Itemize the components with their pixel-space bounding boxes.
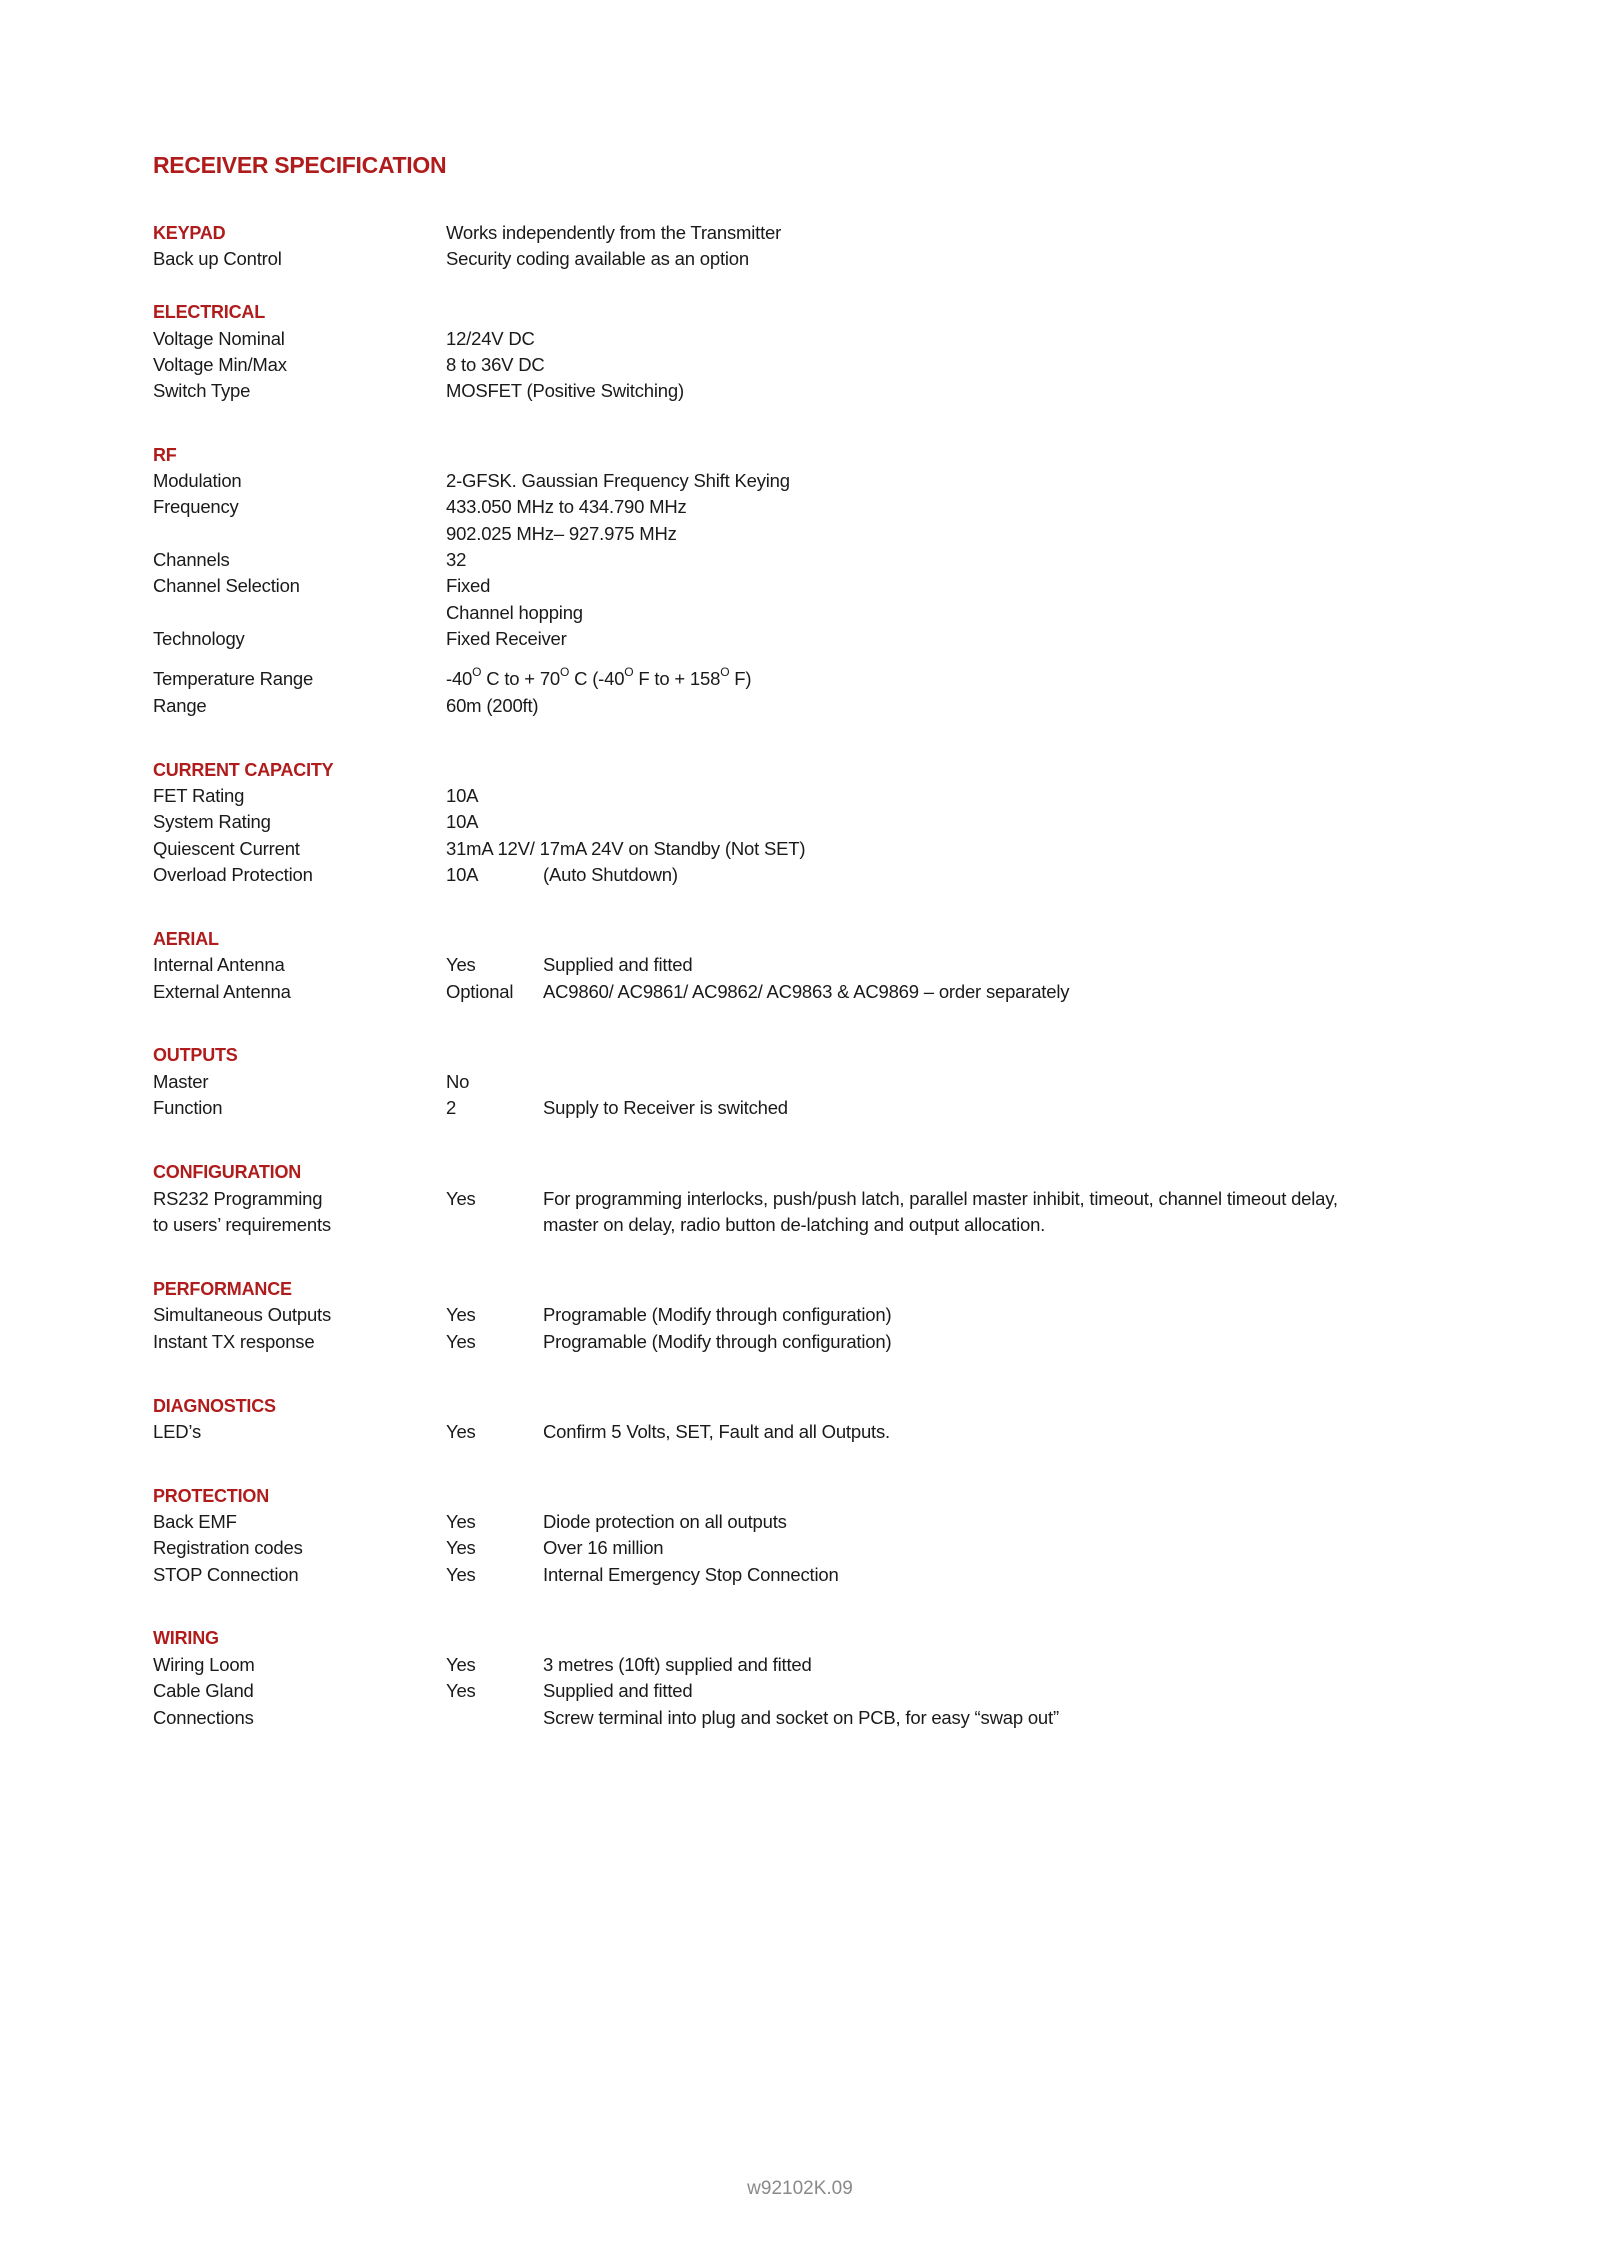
spec-note: Supplied and fitted bbox=[543, 954, 693, 975]
spec-value: Fixed Receiver bbox=[446, 628, 567, 649]
spec-value: Yes bbox=[446, 1511, 476, 1532]
spec-note: Programable (Modify through configuration) bbox=[543, 1304, 892, 1325]
spec-label: Back up Control bbox=[153, 248, 282, 269]
spec-label: Voltage Min/Max bbox=[153, 354, 287, 375]
spec-label: Wiring Loom bbox=[153, 1654, 255, 1675]
spec-value: Optional bbox=[446, 981, 514, 1002]
spec-note: Internal Emergency Stop Connection bbox=[543, 1564, 839, 1585]
spec-note: Supply to Receiver is switched bbox=[543, 1097, 788, 1118]
spec-value: Fixed bbox=[446, 575, 491, 596]
spec-label: Cable Gland bbox=[153, 1680, 254, 1701]
spec-label: Registration codes bbox=[153, 1537, 303, 1558]
spec-note: For programming interlocks, push/push latch, parallel master inhibit, timeout, channel timeout delay, bbox=[543, 1188, 1338, 1209]
spec-value: Yes bbox=[446, 1421, 476, 1442]
spec-label: Overload Protection bbox=[153, 864, 313, 885]
section-heading: AERIAL bbox=[153, 929, 219, 949]
spec-label: RS232 Programming bbox=[153, 1188, 323, 1209]
spec-label: Modulation bbox=[153, 470, 242, 491]
spec-label: Switch Type bbox=[153, 380, 251, 401]
spec-label: Technology bbox=[153, 628, 245, 649]
spec-value: 60m (200ft) bbox=[446, 695, 539, 716]
spec-label: Channels bbox=[153, 549, 230, 570]
spec-label: Frequency bbox=[153, 496, 239, 517]
section-heading: DIAGNOSTICS bbox=[153, 1396, 276, 1416]
spec-value: Yes bbox=[446, 1188, 476, 1209]
spec-label: External Antenna bbox=[153, 981, 291, 1002]
spec-value: Security coding available as an option bbox=[446, 248, 749, 269]
spec-value: 8 to 36V DC bbox=[446, 354, 545, 375]
spec-value: Yes bbox=[446, 1537, 476, 1558]
spec-value: 10A bbox=[446, 864, 479, 885]
section-heading: RF bbox=[153, 445, 177, 465]
spec-label: to users’ requirements bbox=[153, 1214, 331, 1235]
spec-value: Yes bbox=[446, 1304, 476, 1325]
spec-note: 3 metres (10ft) supplied and fitted bbox=[543, 1654, 812, 1675]
spec-label: LED’s bbox=[153, 1421, 202, 1442]
spec-value: Yes bbox=[446, 1564, 476, 1585]
degree-symbol: O bbox=[624, 665, 634, 679]
spec-note: (Auto Shutdown) bbox=[543, 864, 678, 885]
document-code-footer: w92102K.09 bbox=[747, 2178, 853, 2199]
spec-value: Yes bbox=[446, 1680, 476, 1701]
spec-value: 31mA 12V/ 17mA 24V on Standby (Not SET) bbox=[446, 838, 806, 859]
spec-label: System Rating bbox=[153, 811, 271, 832]
spec-note: Diode protection on all outputs bbox=[543, 1511, 787, 1532]
spec-value: 433.050 MHz to 434.790 MHz bbox=[446, 496, 687, 517]
section-heading: ELECTRICAL bbox=[153, 302, 265, 322]
spec-note: master on delay, radio button de-latching and output allocation. bbox=[543, 1214, 1046, 1235]
spec-value: 10A bbox=[446, 785, 479, 806]
spec-note: Screw terminal into plug and socket on PCB, for easy “swap out” bbox=[543, 1707, 1059, 1728]
spec-label: Range bbox=[153, 695, 207, 716]
spec-note: Programable (Modify through configuration) bbox=[543, 1331, 892, 1352]
section-heading: PERFORMANCE bbox=[153, 1279, 292, 1299]
section-heading: CURRENT CAPACITY bbox=[153, 760, 334, 780]
spec-label: Master bbox=[153, 1071, 209, 1092]
spec-label: Back EMF bbox=[153, 1511, 237, 1532]
section-heading: PROTECTION bbox=[153, 1486, 270, 1506]
spec-value: No bbox=[446, 1071, 470, 1092]
spec-label: FET Rating bbox=[153, 785, 245, 806]
degree-symbol: O bbox=[472, 665, 482, 679]
spec-value: 12/24V DC bbox=[446, 328, 535, 349]
degree-symbol: O bbox=[560, 665, 570, 679]
spec-value: 2 bbox=[446, 1097, 457, 1118]
degree-symbol: O bbox=[720, 665, 730, 679]
spec-label: Connections bbox=[153, 1707, 254, 1728]
spec-value: 2-GFSK. Gaussian Frequency Shift Keying bbox=[446, 470, 790, 491]
spec-value: 32 bbox=[446, 549, 467, 570]
page-title: RECEIVER SPECIFICATION bbox=[153, 152, 447, 178]
spec-value: MOSFET (Positive Switching) bbox=[446, 380, 684, 401]
spec-label: Voltage Nominal bbox=[153, 328, 285, 349]
spec-value: 10A bbox=[446, 811, 479, 832]
spec-value: Yes bbox=[446, 1654, 476, 1675]
spec-label: Channel Selection bbox=[153, 575, 300, 596]
section-heading: CONFIGURATION bbox=[153, 1162, 302, 1182]
spec-value: 902.025 MHz– 927.975 MHz bbox=[446, 523, 677, 544]
spec-note: AC9860/ AC9861/ AC9862/ AC9863 & AC9869 – order separately bbox=[543, 981, 1070, 1002]
spec-note: Supplied and fitted bbox=[543, 1680, 693, 1701]
spec-label: Function bbox=[153, 1097, 223, 1118]
spec-note: Confirm 5 Volts, SET, Fault and all Outputs. bbox=[543, 1421, 890, 1442]
section-heading: KEYPAD bbox=[153, 223, 226, 243]
temperature-range-value: $-40^O$ C to + $70^O$ C ($-40^O$ F to + $158^O$ F) bbox=[446, 665, 752, 689]
spec-label: STOP Connection bbox=[153, 1564, 299, 1585]
spec-label: Instant TX response bbox=[153, 1331, 315, 1352]
spec-value: Yes bbox=[446, 1331, 476, 1352]
spec-label: Simultaneous Outputs bbox=[153, 1304, 332, 1325]
section-heading: WIRING bbox=[153, 1628, 219, 1648]
spec-value: Works independently from the Transmitter bbox=[446, 222, 782, 243]
section-heading: OUTPUTS bbox=[153, 1045, 238, 1065]
spec-label: Quiescent Current bbox=[153, 838, 300, 859]
spec-value: Channel hopping bbox=[446, 602, 583, 623]
spec-value: Yes bbox=[446, 954, 476, 975]
spec-label: Temperature Range bbox=[153, 668, 314, 689]
spec-label: Internal Antenna bbox=[153, 954, 285, 975]
spec-note: Over 16 million bbox=[543, 1537, 664, 1558]
